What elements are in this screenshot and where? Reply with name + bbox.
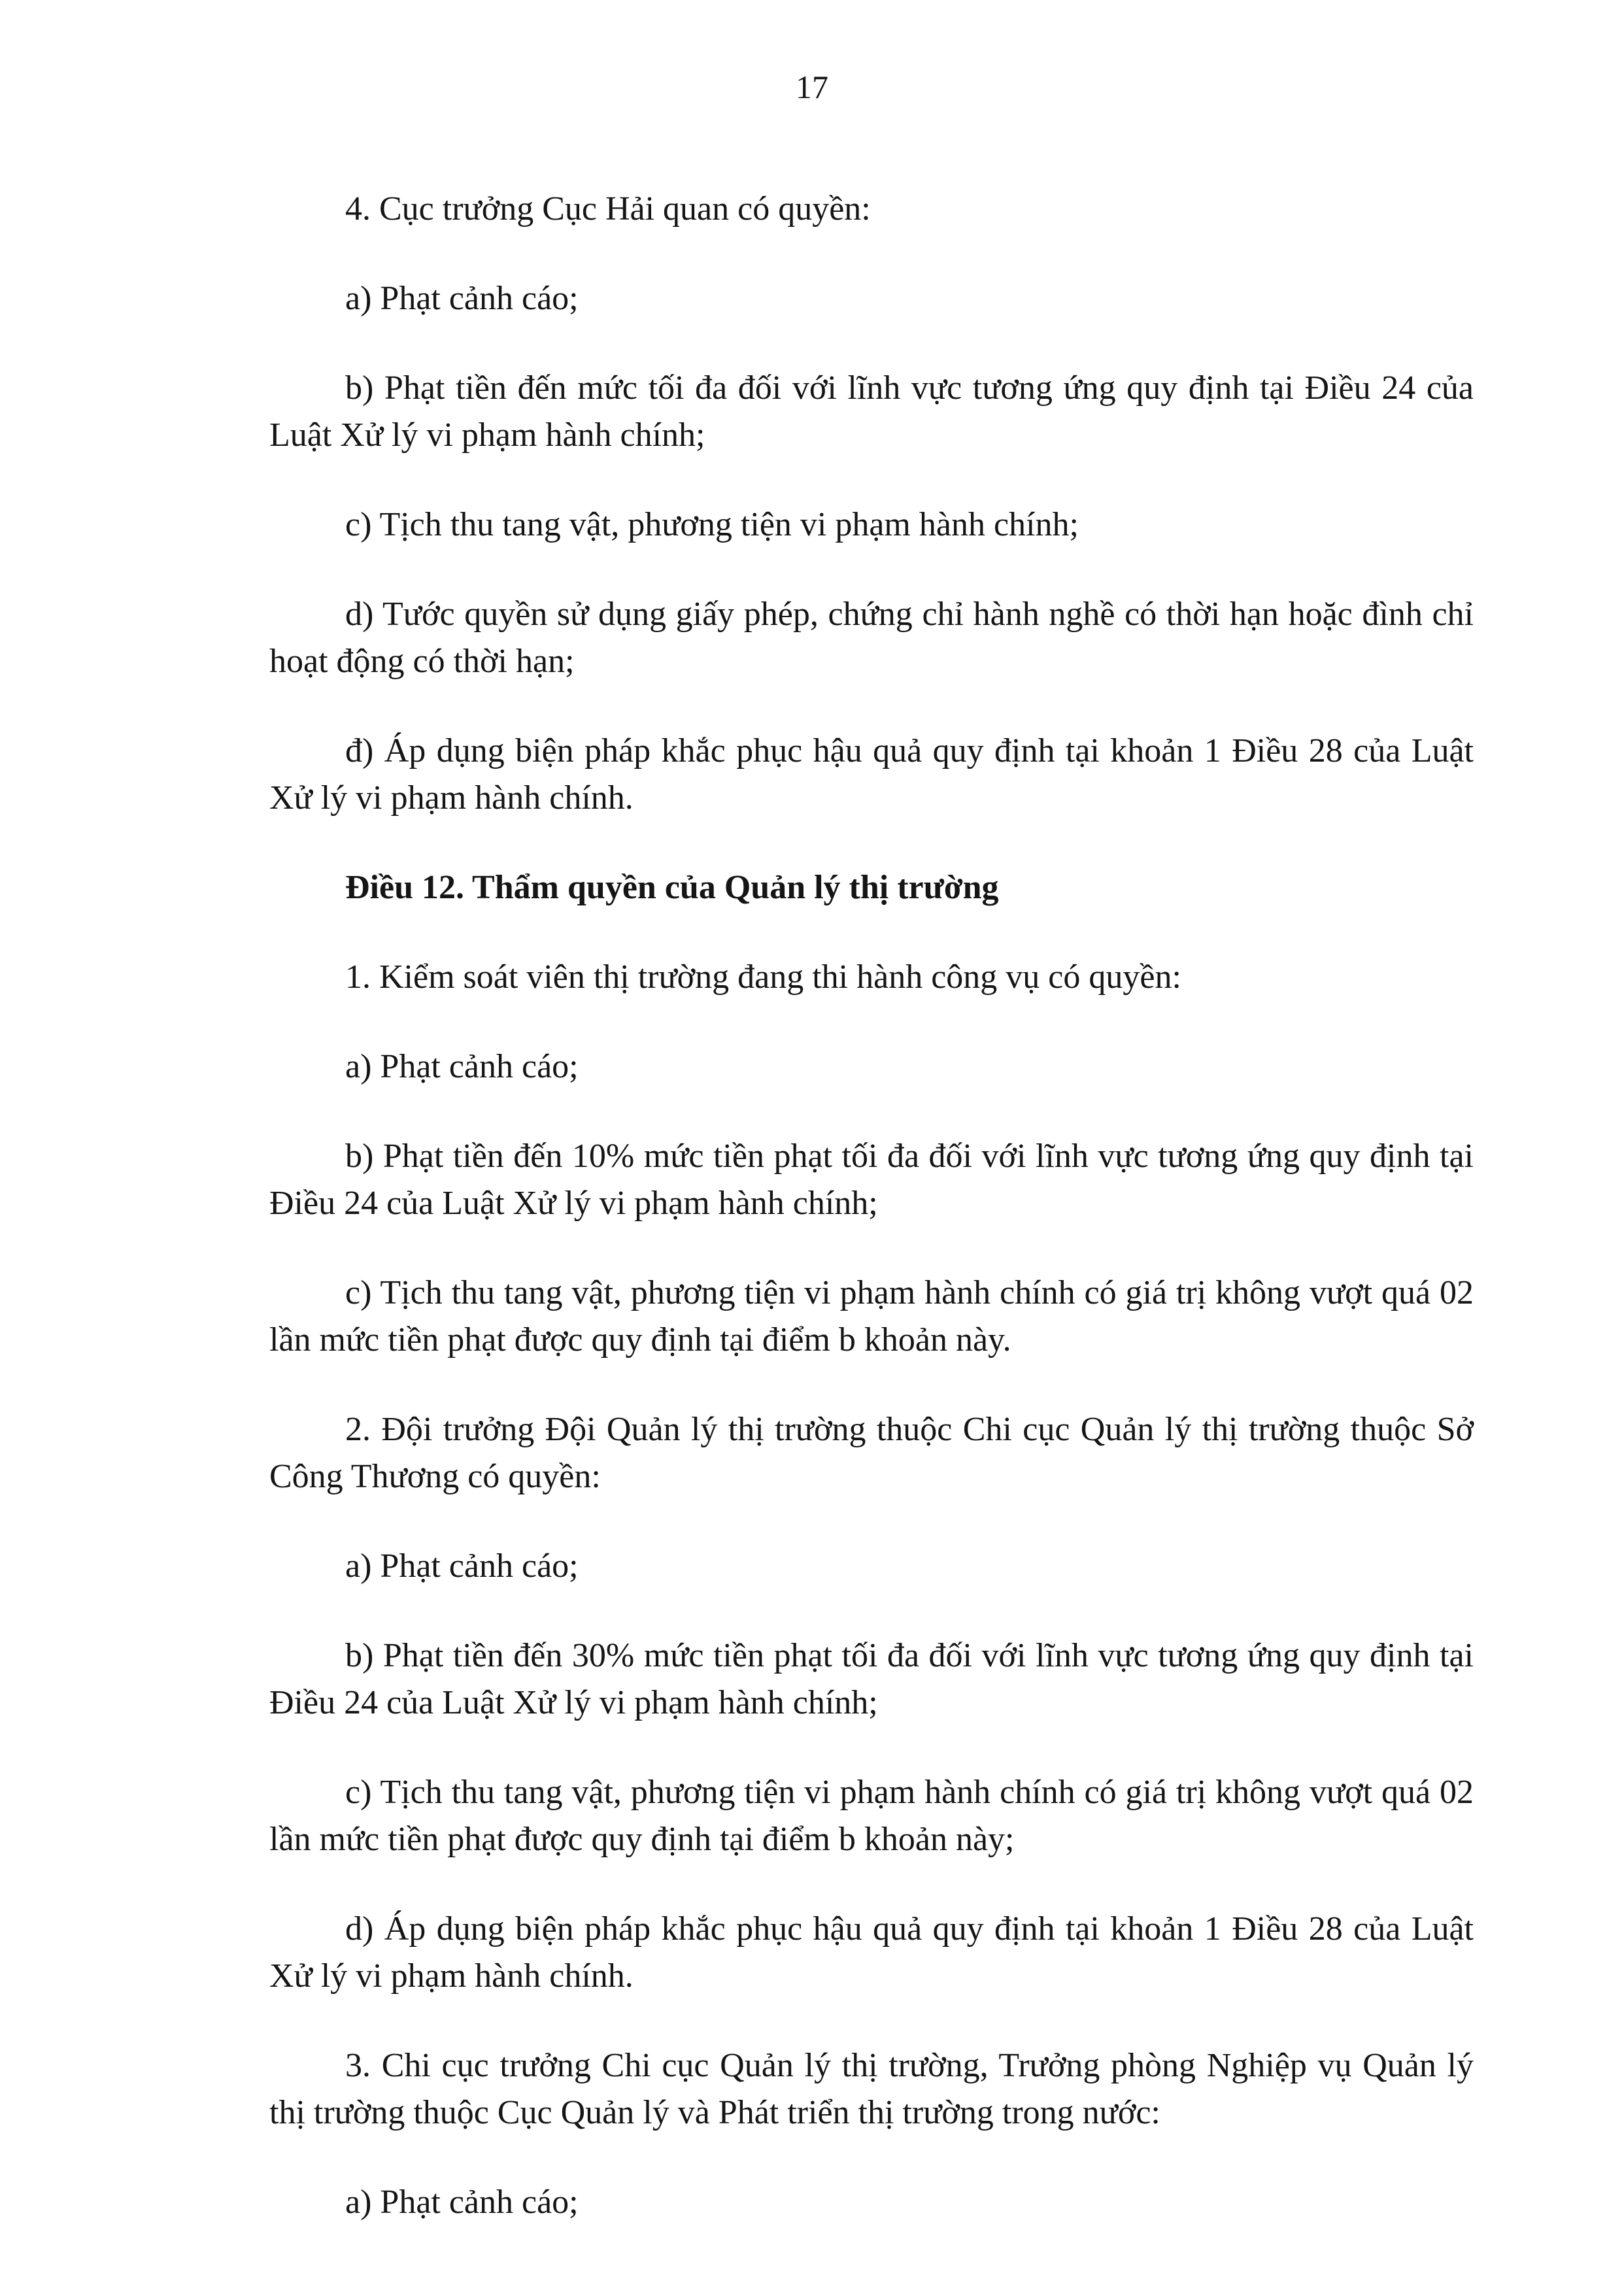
- clause-4-point-d: d) Tước quyền sử dụng giấy phép, chứng chỉ hành nghề có thời hạn hoặc đình chỉ hoạt động có thời hạn;: [269, 596, 1474, 680]
- clause-4-point-c: c) Tịch thu tang vật, phương tiện vi phạm hành chính;: [345, 506, 1079, 543]
- article-12-clause-1-point-b: b) Phạt tiền đến 10% mức tiền phạt tối đa đối với lĩnh vực tương ứng quy định tại Điều 24 của Luật Xử lý vi phạm hành chính;: [269, 1138, 1474, 1222]
- clause-4-point-dd: đ) Áp dụng biện pháp khắc phục hậu quả quy định tại khoản 1 Điều 28 của Luật Xử lý vi phạm hành chính.: [269, 732, 1474, 817]
- document-body: [269, 186, 1474, 2269]
- article-12-clause-3-point-a: a) Phạt cảnh cáo;: [345, 2184, 579, 2221]
- article-12-clause-3-intro: 3. Chi cục trưởng Chi cục Quản lý thị trường, Trưởng phòng Nghiệp vụ Quản lý thị trường thuộc Cục Quản lý và Phát triển thị trường trong nước:: [269, 2047, 1474, 2131]
- article-12-clause-1-point-a: a) Phạt cảnh cáo;: [345, 1048, 579, 1085]
- article-12-clause-1-intro: 1. Kiểm soát viên thị trường đang thi hành công vụ có quyền:: [345, 958, 1181, 996]
- article-12-clause-2-point-c: c) Tịch thu tang vật, phương tiện vi phạm hành chính có giá trị không vượt quá 02 lần mức tiền phạt được quy định tại điểm b khoản này;: [269, 1774, 1474, 1858]
- article-12-clause-2-point-d: d) Áp dụng biện pháp khắc phục hậu quả quy định tại khoản 1 Điều 28 của Luật Xử lý vi phạm hành chính.: [269, 1910, 1474, 1995]
- article-12-clause-2-point-b: b) Phạt tiền đến 30% mức tiền phạt tối đa đối với lĩnh vực tương ứng quy định tại Điều 24 của Luật Xử lý vi phạm hành chính;: [269, 1637, 1474, 1721]
- article-12-clause-1-point-c: c) Tịch thu tang vật, phương tiện vi phạm hành chính có giá trị không vượt quá 02 lần mức tiền phạt được quy định tại điểm b khoản này.: [269, 1274, 1474, 1358]
- article-12-clause-2-intro: 2. Đội trưởng Đội Quản lý thị trường thuộc Chi cục Quản lý thị trường thuộc Sở Công Thương có quyền:: [269, 1411, 1474, 1495]
- clause-4-point-a: a) Phạt cảnh cáo;: [345, 280, 579, 317]
- article-12-heading: Điều 12. Thẩm quyền của Quản lý thị trường: [345, 869, 999, 906]
- article-12-clause-2-point-a: a) Phạt cảnh cáo;: [345, 1547, 579, 1585]
- clause-4-intro: 4. Cục trưởng Cục Hải quan có quyền:: [345, 190, 871, 228]
- clause-4-point-b: b) Phạt tiền đến mức tối đa đối với lĩnh vực tương ứng quy định tại Điều 24 của Luật Xử lý vi phạm hành chính;: [269, 369, 1474, 454]
- page-number: 17: [796, 69, 828, 105]
